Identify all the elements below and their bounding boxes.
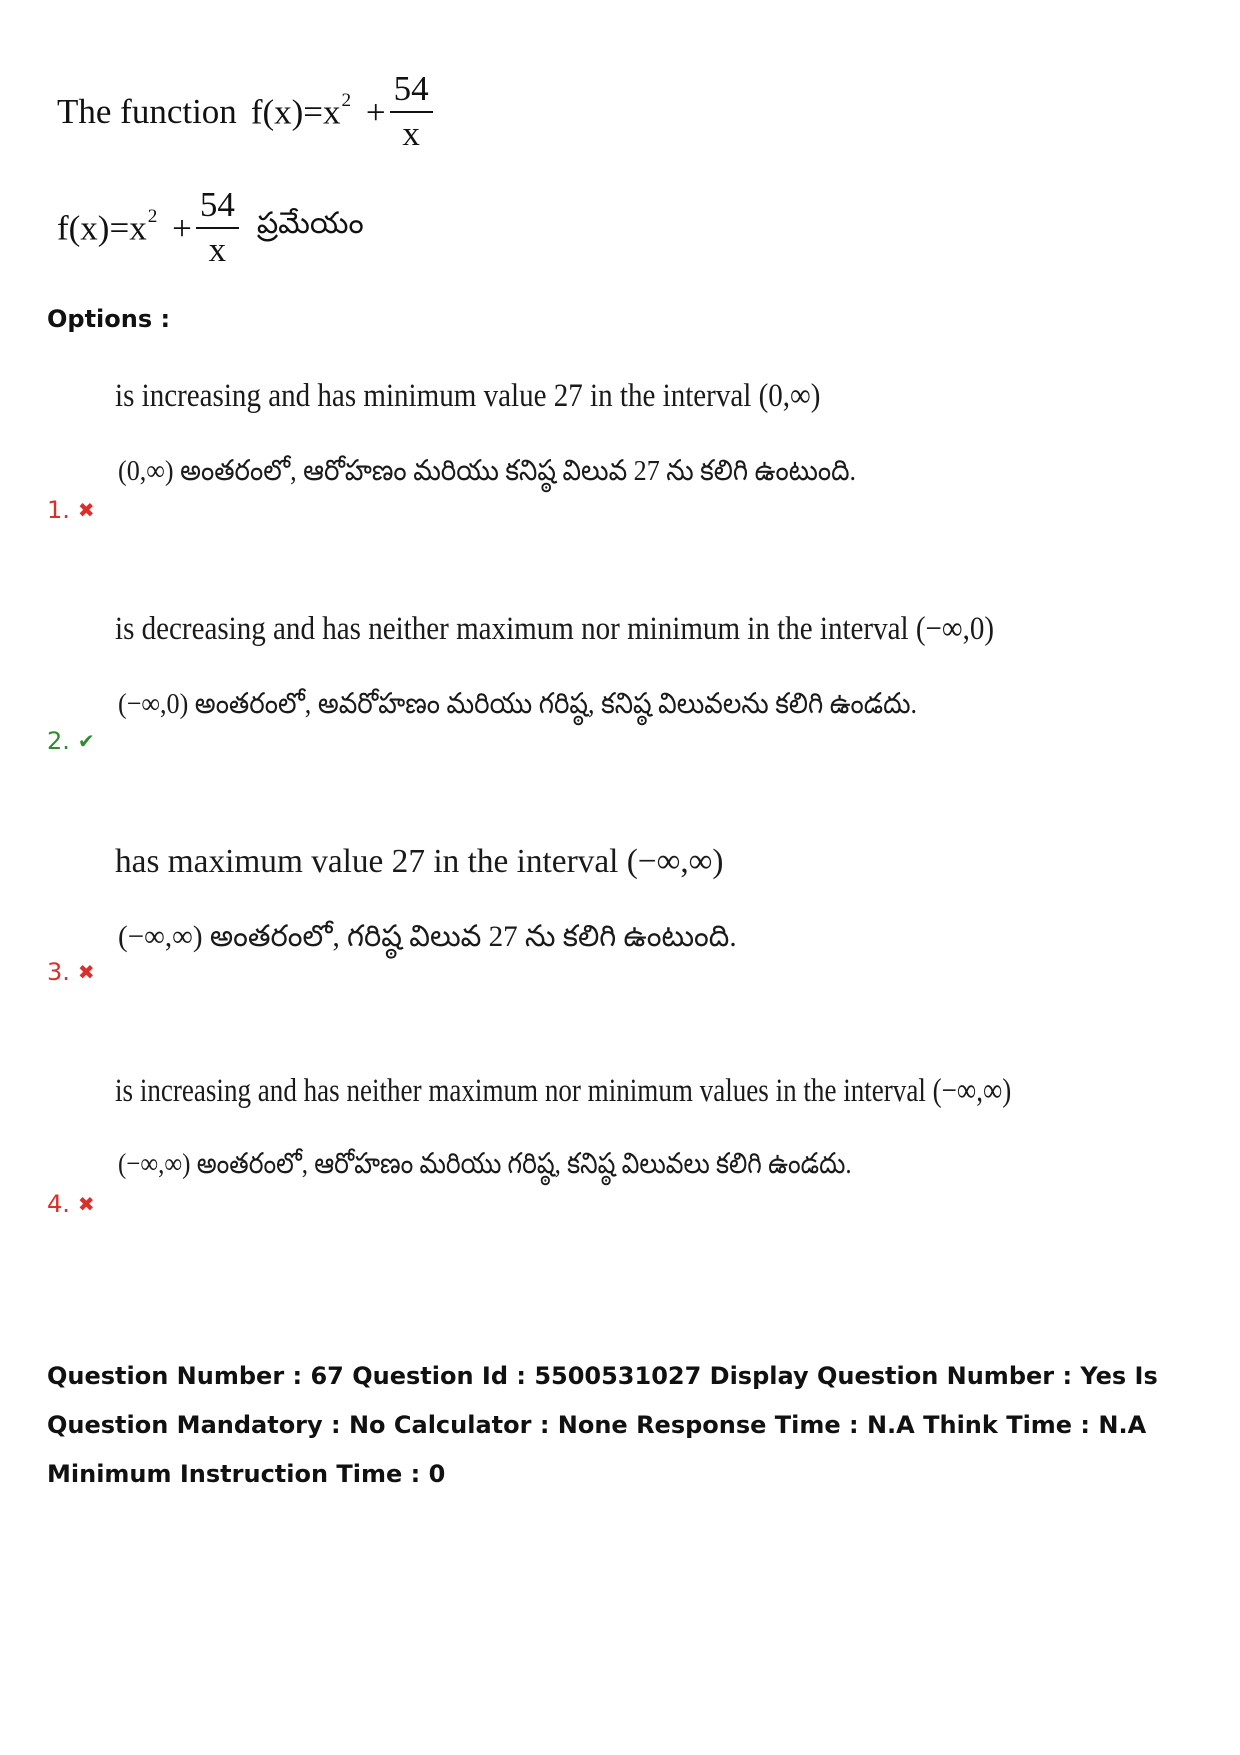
cross-icon: ✖ [77, 960, 95, 984]
option-4-english: is increasing and has neither maximum nor minimum values in the interval (−∞,∞) [115, 1073, 1012, 1109]
option-1-telugu: (0,∞) అంతరంలో, ఆరోహణం మరియు కనిష్ఠ విలువ 27 ను కలిగి ఉంటుంది. [118, 455, 857, 487]
question-line-english [57, 70, 437, 153]
question-suffix-telugu: ప్రమేయం [256, 207, 364, 240]
option-number: 3. [47, 958, 70, 986]
option-3-english: has maximum value 27 in the interval (−∞,∞) [115, 843, 724, 880]
option-1-english: is increasing and has minimum value 27 in the interval (0,∞) [115, 378, 821, 414]
function-expression: $f(x)=x^2$ + [57, 206, 192, 248]
option-2-marker [47, 727, 95, 755]
option-3-telugu: (−∞,∞) అంతరంలో, గరిష్ఠ విలువ 27 ను కలిగి ఉంటుంది. [118, 920, 737, 953]
fraction: $\frac{54}{x}$ [196, 186, 239, 269]
check-icon: ✔ [77, 729, 95, 753]
question-prefix: The function [57, 91, 237, 131]
fraction: $\frac{54}{x}$ [390, 70, 433, 153]
option-4-marker [47, 1190, 95, 1218]
option-number: 1. [47, 496, 70, 524]
question-line-telugu [57, 186, 364, 269]
option-number: 4. [47, 1190, 70, 1218]
question-meta: Question Number : 67 Question Id : 5500531027 Display Question Number : Yes Is Question Mandatory : No Calculator : None Response Time : N.A Think Time : N.A Minimum Instruction Time : 0 [47, 1362, 1158, 1488]
option-number: 2. [47, 727, 70, 755]
option-4-telugu: (−∞,∞) అంతరంలో, ఆరోహణం మరియు గరిష్ఠ, కనిష్ఠ విలువలు కలిగి ఉండదు. [118, 1148, 852, 1180]
option-2-telugu: (−∞,0) అంతరంలో, అవరోహణం మరియు గరిష్ఠ, కనిష్ఠ విలువలను కలిగి ఉండదు. [118, 688, 918, 720]
cross-icon: ✖ [77, 498, 95, 522]
cross-icon: ✖ [77, 1192, 95, 1216]
option-2-english: is decreasing and has neither maximum nor minimum in the interval (−∞,0) [115, 611, 995, 647]
options-label: Options : [47, 305, 171, 333]
option-1-marker [47, 496, 95, 524]
function-expression: $f(x)=x^2$ + [250, 90, 386, 132]
option-3-marker [47, 958, 95, 986]
